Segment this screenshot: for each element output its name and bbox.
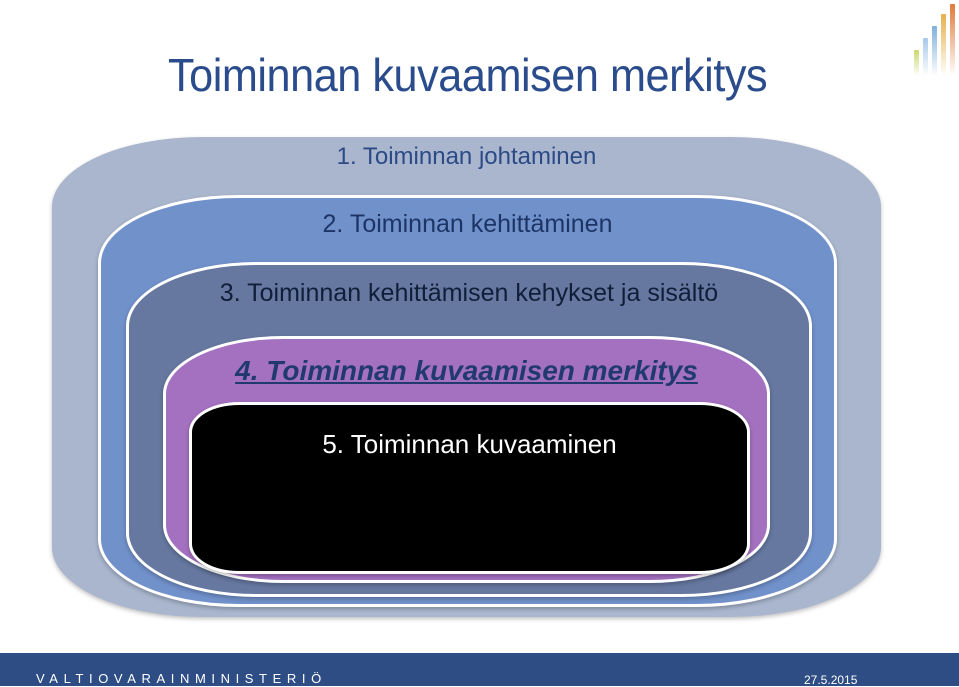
layer-2-label: 2. Toiminnan kehittäminen: [322, 210, 613, 238]
gradient-bars-icon: [914, 4, 958, 76]
layer-5-description: [189, 402, 750, 574]
footer-organization: VALTIOVARAINMINISTERIÖ: [36, 671, 327, 686]
footer-date: 27.5.2015: [804, 673, 858, 687]
layer-3-label: 3. Toiminnan kehittämisen kehykset ja sisältö: [219, 279, 719, 307]
layer-5-label: 5. Toiminnan kuvaaminen: [322, 429, 617, 459]
footer-bar: [0, 653, 959, 686]
layer-1-label: 1. Toiminnan johtaminen: [336, 143, 597, 170]
layer-4-label: 4. Toiminnan kuvaamisen merkitys: [235, 355, 698, 386]
slide-title: Toiminnan kuvaamisen merkitys: [168, 49, 768, 101]
